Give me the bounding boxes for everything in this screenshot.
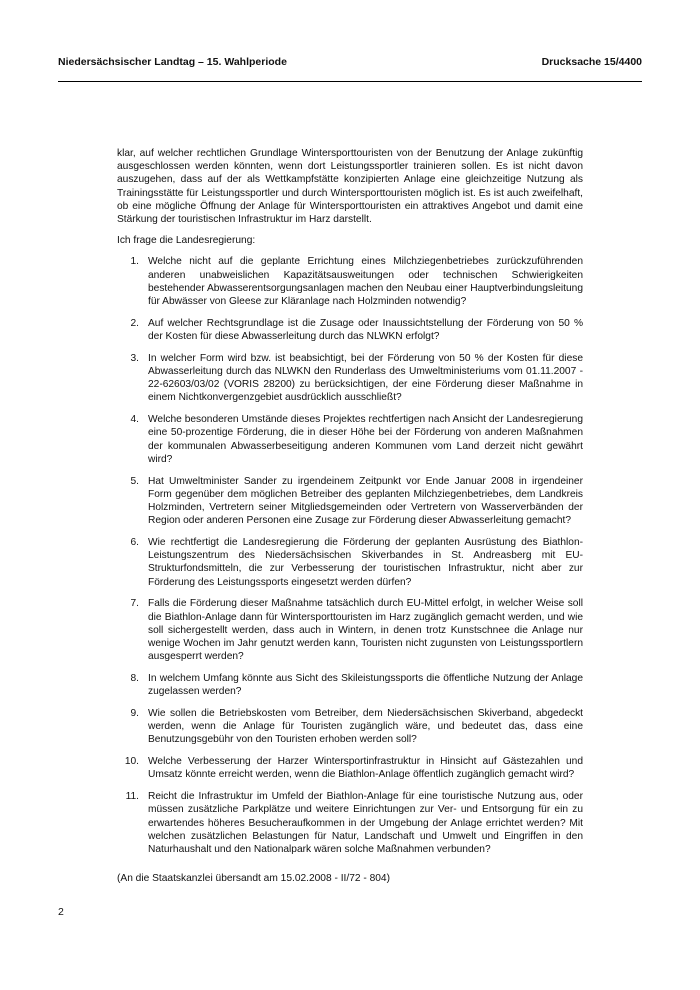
question-item: [117, 413, 583, 466]
question-number: 8.: [130, 673, 139, 685]
header-divider: [58, 81, 642, 82]
question-text: Falls die Förderung dieser Maßnahme tatsächlich durch EU-Mittel erfolgt, in welcher Weise soll die Biathlon-Anlage dann für Wintersporttouristen im Harz zugänglich gemacht werden, und wie soll sichergestellt werden, dass auch in Wintern, in denen trotz Kunstschnee die Anlage nur wenige Wochen im Jahr genutzt werden kann, Touristen nicht zugunsten von Leistungssportlern ausgesperrt werden?: [148, 598, 583, 663]
question-number: 9.: [130, 708, 139, 720]
transmission-note: (An die Staatskanzlei übersandt am 15.02.2008 - II/72 - 804): [117, 873, 390, 885]
question-number: 6.: [130, 537, 139, 549]
question-text: In welcher Form wird bzw. ist beabsichtigt, bei der Förderung von 50 % der Kosten für diese Abwasserleitung durch das NLWKN den Runderlass des Umweltministeriums vom 01.11.2007 - 22-62603/03/02 (VORIS 28200) zu berücksichtigen, der eine Förderung dieser Maßnahme in einem Nichtkonvergenzgebiet ausdrücklich ausschließt?: [148, 352, 583, 404]
question-text: Wie sollen die Betriebskosten vom Betreiber, dem Niedersächsischen Skiverband, abgedeckt werden, wenn die Anlage für Touristen zugänglich wäre, und bedeutet das, dass eine Benutzungsgebühr von den Touristen erhoben werden soll?: [148, 708, 583, 746]
header-document-number: Drucksache 15/4400: [541, 56, 642, 68]
question-item: [117, 790, 583, 856]
question-item: [117, 317, 583, 343]
question-number: 2.: [130, 317, 139, 329]
question-item: [117, 597, 583, 663]
question-text: Reicht die Infrastruktur im Umfeld der Biathlon-Anlage für eine touristische Nutzung aus, oder müssen zusätzliche Parkplätze und weitere Einrichtungen zur Ver- und Entsorgung für ein zu erwartendes höheres Besucheraufkommen in der Umgebung der Anlage errichtet werden? Mit welchen zusätzlichen Belastungen für Natur, Landschaft und Umwelt und Eingriffen in den Naturhaushalt und den Nationalpark wären solche Maßnahmen verbunden?: [148, 791, 583, 856]
question-text: Wie rechtfertigt die Landesregierung die Förderung der geplanten Ausrüstung des Biathlon-Leistungszentrum des Niedersächsischen Skiverbandes in St. Andreasberg mit EU-Strukturfondsmitteln, die zur Verbesserung der touristischen Infrastruktur, nicht aber zur Förderung des Leistungssports eingesetzt werden dürfen?: [148, 537, 583, 588]
question-lead: Ich frage die Landesregierung:: [117, 235, 256, 247]
question-number: 3.: [130, 352, 139, 364]
question-number: 10.: [124, 756, 139, 768]
question-item: [117, 255, 583, 308]
header-left-title: Niedersächsischer Landtag – 15. Wahlperiode: [58, 56, 287, 68]
question-item: [117, 475, 583, 528]
question-text: Welche besonderen Umstände dieses Projektes rechtfertigen nach Ansicht der Landesregierung eine 50-prozentige Förderung, die in dieser Höhe bei der Förderung von anderen Maßnahmen der kommunalen Abwasserbeseitigung anderen Kommunen vom Land derzeit nicht gewährt wird?: [148, 414, 583, 465]
document-body: [117, 147, 583, 885]
question-number: 5.: [130, 475, 139, 487]
question-number: 7.: [130, 598, 139, 610]
page-number: 2: [58, 906, 64, 918]
question-item: [117, 707, 583, 747]
question-item: [117, 352, 583, 405]
question-item: [117, 755, 583, 781]
question-text: Welche nicht auf die geplante Errichtung eines Milchziegenbetriebes zurückzuführenden anderen unabweislichen Kapazitätsausweitungen oder technischen Schwierigkeiten bestehender Abwasserentsorgungsanlagen machen den Neubau einer Hauptverbindungsleitung für Abwässer von Gleese zur Kläranlage nach Holzminden notwendig?: [148, 256, 583, 308]
question-item: [117, 536, 583, 589]
question-number: 1.: [130, 256, 139, 268]
question-text: Welche Verbesserung der Harzer Wintersportinfrastruktur in Hinsicht auf Gästezahlen und Umsatz könnte erreicht werden, wenn die Biathlon-Anlage öffentlich zugänglich gemacht wird?: [148, 756, 583, 781]
question-list: [117, 255, 583, 856]
question-text: Auf welcher Rechtsgrundlage ist die Zusage oder Inaussichtstellung der Förderung von 50 % der Kosten für diese Abwasserleitung durch das NLWKN erfolgt?: [148, 317, 583, 343]
intro-paragraph: klar, auf welcher rechtlichen Grundlage Wintersporttouristen von der Benutzung der Anlage zukünftig ausgeschlossen werden könnten, wenn dort Leistungssportler trainieren sollen. Es ist nicht davon auszugehen, dass auf der als Wettkampfstätte konzipierten Anlage eine gleichzeitige Nutzung als Trainingsstätte für Leistungssportler und durch Wintersporttouristen möglich ist. Es ist auch zweifelhaft, ob eine mögliche Öffnung der Anlage für Wintersporttouristen ein attraktives Angebot und damit eine Stärkung der touristischen Infrastruktur im Harz darstellt.: [117, 148, 583, 226]
question-number: 11.: [125, 791, 139, 803]
question-text: Hat Umweltminister Sander zu irgendeinem Zeitpunkt vor Ende Januar 2008 in irgendeiner Form gegenüber dem möglichen Betreiber des geplanten Milchziegenbetriebes, dem Landkreis Holzminden, Vertretern seiner Mitgliedsgemeinden oder Vertretern von Wasserverbänden der Region oder anderen Personen eine Zusage zur Förderung dieser Abwasserleitung gemacht?: [148, 475, 583, 527]
question-number: 4.: [130, 414, 139, 426]
page-header: [58, 56, 642, 68]
question-text: In welchem Umfang könnte aus Sicht des Skileistungssports die öffentliche Nutzung der Anlage zugelassen werden?: [148, 673, 583, 698]
question-item: [117, 672, 583, 698]
